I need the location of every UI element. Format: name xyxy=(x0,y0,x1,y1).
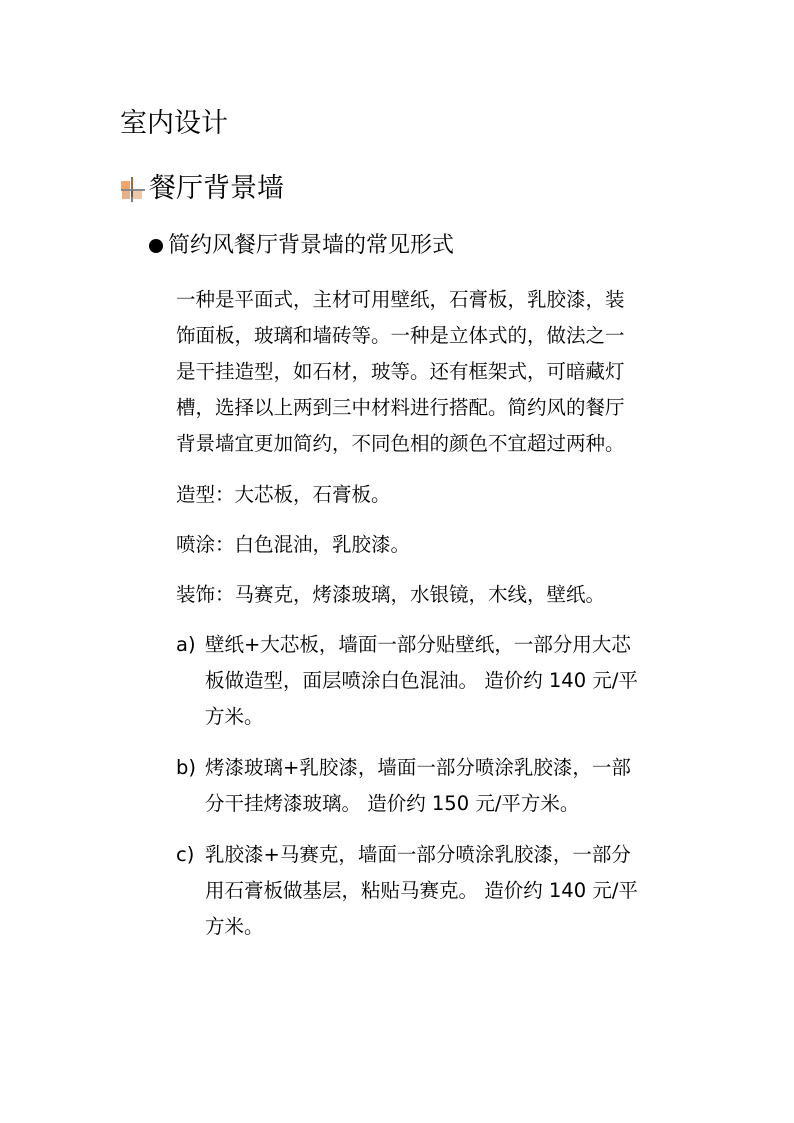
material-line-spray xyxy=(176,527,676,563)
paragraph-line: 一种是平面式，主材可用壁纸，石膏板，乳胶漆，装 xyxy=(176,288,625,311)
material-text: 装饰：马赛克，烤漆玻璃，水银镜，木线，壁纸。 xyxy=(176,583,606,606)
paragraph-line: 饰面板，玻璃和墙砖等。一种是立体式的，做法之一 xyxy=(176,324,625,347)
paragraph-line: 背景墙宜更加简约，不同色相的颜色不宜超过两种。 xyxy=(176,432,625,455)
list-item-text: 板做造型，面层喷涂白色混油。 造价约 140 元/平 xyxy=(205,669,638,692)
material-line-decor xyxy=(176,577,676,613)
list-item-c xyxy=(176,837,676,945)
section-heading-text: 餐厅背景墙 xyxy=(149,173,284,204)
bullet-icon xyxy=(149,239,163,253)
list-item-text: 乳胶漆+马赛克，墙面一部分喷涂乳胶漆，一部分 xyxy=(205,843,631,866)
list-marker: b) xyxy=(176,756,196,779)
subsection-heading xyxy=(149,228,454,264)
material-text: 造型：大芯板，石膏板。 xyxy=(176,483,391,506)
paragraph-line: 槽，选择以上两到三中材料进行搭配。简约风的餐厅 xyxy=(176,396,625,419)
list-item-text: 壁纸+大芯板，墙面一部分贴壁纸，一部分用大芯 xyxy=(205,633,631,656)
material-line-shape xyxy=(176,477,676,513)
material-text: 喷涂：白色混油，乳胶漆。 xyxy=(176,533,411,556)
list-item-text: 用石膏板做基层，粘贴马赛克。 造价约 140 元/平 xyxy=(205,879,638,902)
subsection-heading-text: 简约风餐厅背景墙的常见形式 xyxy=(168,233,455,258)
list-item-a xyxy=(176,627,676,735)
list-item-text: 方米。 xyxy=(205,915,264,938)
paragraph-line: 是干挂造型，如石材，玻等。还有框架式，可暗藏灯 xyxy=(176,360,625,383)
intro-paragraph xyxy=(176,282,676,462)
list-item-b xyxy=(176,750,676,822)
section-heading xyxy=(119,169,284,209)
list-item-text: 烤漆玻璃+乳胶漆，墙面一部分喷涂乳胶漆，一部 xyxy=(205,756,631,779)
list-marker: c) xyxy=(176,843,195,866)
pushpin-icon xyxy=(119,175,147,203)
document-title: 室内设计 xyxy=(120,108,228,139)
list-item-text: 方米。 xyxy=(205,705,264,728)
list-marker: a) xyxy=(176,633,196,656)
list-item-text: 分干挂烤漆玻璃。 造价约 150 元/平方米。 xyxy=(205,792,580,815)
